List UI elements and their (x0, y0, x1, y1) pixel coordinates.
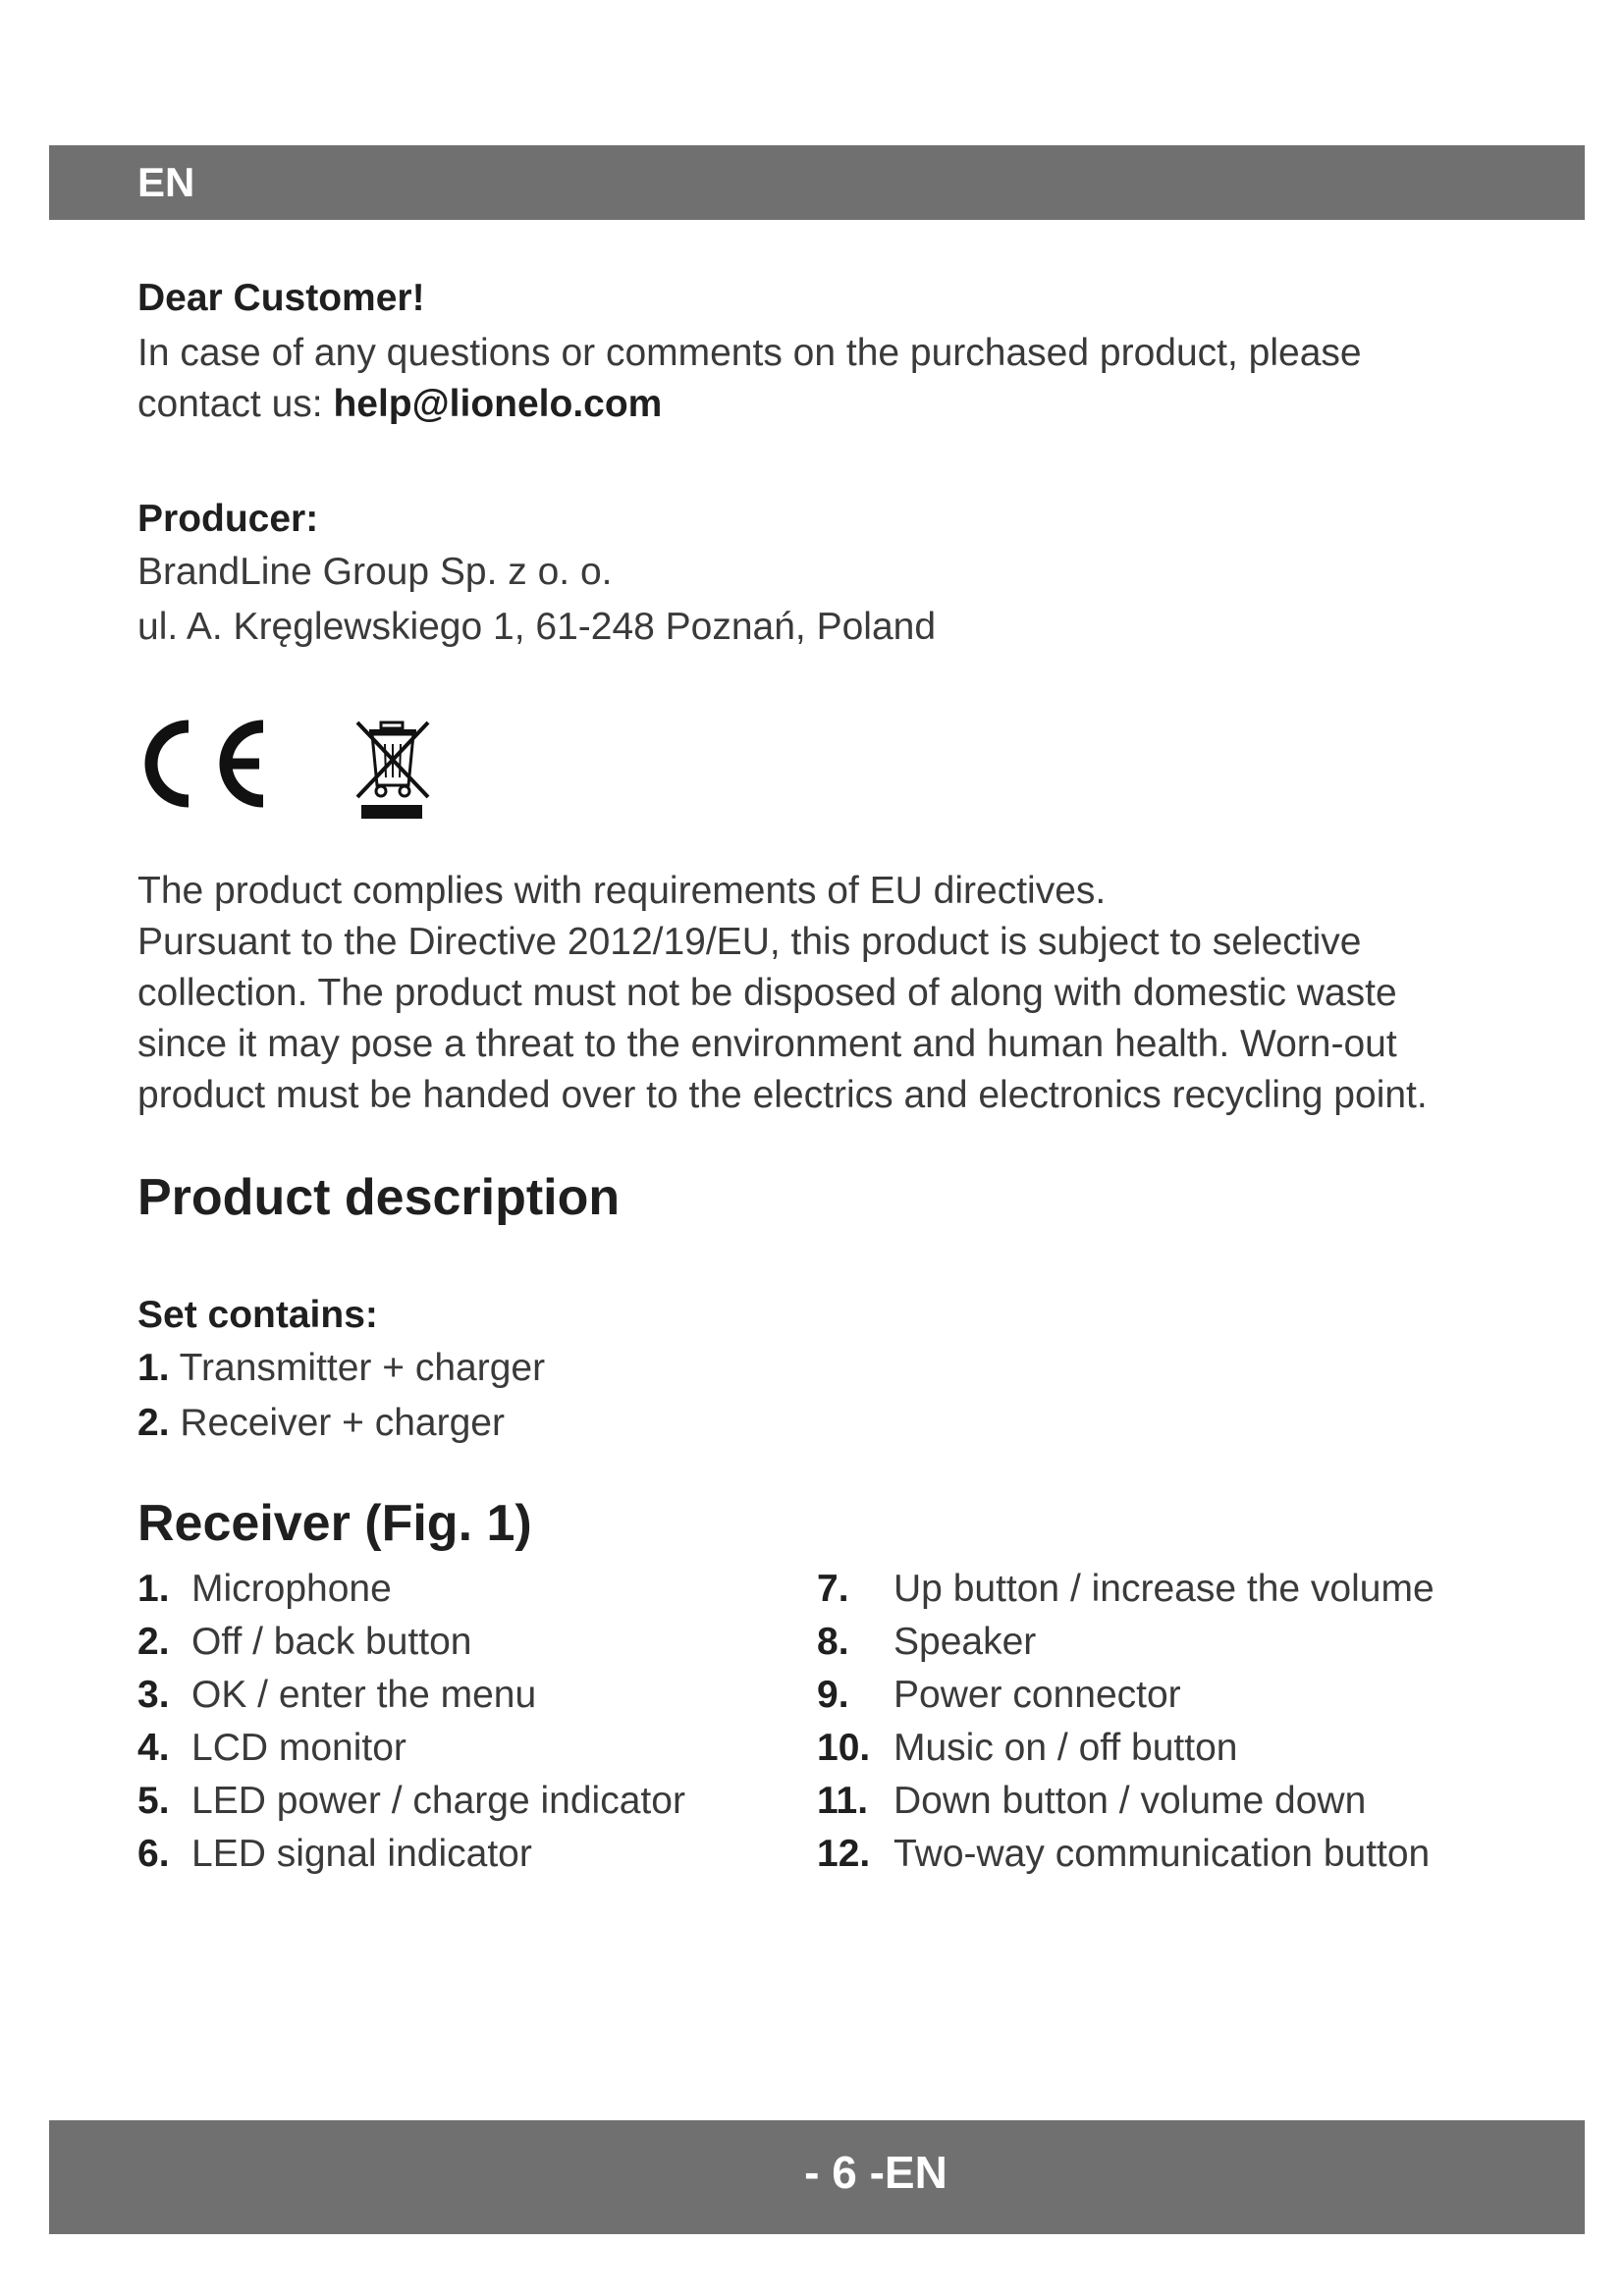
support-email: help@lionelo.com (333, 383, 663, 425)
item-number: 6. (137, 1833, 170, 1875)
language-label: EN (137, 159, 195, 205)
certification-marks (137, 715, 436, 823)
item-text: Speaker (893, 1621, 1037, 1663)
producer-section (137, 494, 1532, 653)
producer-company: BrandLine Group Sp. z o. o. (137, 551, 613, 593)
producer-address: ul. A. Kręglewskiego 1, 61-248 Poznań, Poland (137, 606, 937, 648)
list-item (137, 1669, 785, 1722)
receiver-parts-left (137, 1563, 785, 1881)
item-number: 5. (137, 1780, 170, 1822)
greeting-title: Dear Customer! (137, 277, 425, 319)
item-text: Music on / off button (893, 1727, 1238, 1769)
section-heading: Product description (137, 1169, 621, 1226)
item-number: 8. (817, 1621, 849, 1663)
page-number: - 6 -EN (804, 2147, 947, 2198)
item-number: 2. (137, 1621, 170, 1663)
item-text: LCD monitor (191, 1727, 406, 1769)
item-text: Two-way communication button (893, 1833, 1431, 1875)
list-item (137, 1616, 785, 1669)
item-number: 1. (137, 1347, 170, 1389)
item-text: Power connector (893, 1674, 1181, 1716)
compliance-line: Pursuant to the Directive 2012/19/EU, this product is subject to selective (137, 921, 1362, 963)
item-number: 4. (137, 1727, 170, 1769)
producer-label: Producer: (137, 498, 319, 540)
set-contains-label: Set contains: (137, 1294, 378, 1336)
list-item (137, 1563, 785, 1616)
item-number: 7. (817, 1568, 849, 1610)
item-text: Microphone (191, 1568, 392, 1610)
greeting-section (137, 273, 1532, 430)
greeting-contact-prefix: contact us: (137, 383, 323, 425)
list-item (817, 1828, 1524, 1881)
item-number: 2. (137, 1402, 170, 1444)
compliance-line: collection. The product must not be disposed of along with domestic waste (137, 972, 1397, 1014)
item-text: LED power / charge indicator (191, 1780, 685, 1822)
receiver-heading (137, 1494, 1532, 1553)
section-heading: Receiver (Fig. 1) (137, 1495, 532, 1552)
compliance-section (137, 866, 1532, 1121)
item-number: 11. (817, 1780, 869, 1822)
list-item (817, 1722, 1524, 1775)
item-number: 3. (137, 1674, 170, 1716)
compliance-line: product must be handed over to the electrics and electronics recycling point. (137, 1074, 1428, 1116)
item-number: 12. (817, 1833, 871, 1875)
list-item (137, 1722, 785, 1775)
item-text: Off / back button (191, 1621, 472, 1663)
weee-bin-icon (348, 715, 436, 823)
item-text: Transmitter + charger (179, 1347, 546, 1389)
compliance-line: The product complies with requirements of EU directives. (137, 870, 1107, 912)
list-item (137, 1343, 1532, 1394)
list-item (817, 1775, 1524, 1828)
greeting-line-1: In case of any questions or comments on the purchased product, please (137, 332, 1362, 374)
list-item (137, 1398, 1532, 1449)
item-text: OK / enter the menu (191, 1674, 537, 1716)
item-number: 9. (817, 1674, 849, 1716)
product-description-heading (137, 1168, 1532, 1227)
list-item (817, 1563, 1524, 1616)
item-text: Receiver + charger (180, 1402, 505, 1444)
receiver-parts-right (817, 1563, 1524, 1881)
header-bar (49, 145, 1585, 220)
set-contents-section (137, 1290, 1532, 1449)
item-text: Down button / volume down (893, 1780, 1367, 1822)
list-item (137, 1828, 785, 1881)
greeting-line-2 (137, 379, 1532, 430)
item-text: Up button / increase the volume (893, 1568, 1435, 1610)
list-item (137, 1775, 785, 1828)
list-item (817, 1616, 1524, 1669)
list-item (817, 1669, 1524, 1722)
compliance-line: since it may pose a threat to the environment and human health. Worn-out (137, 1023, 1397, 1065)
ce-mark-icon (137, 715, 275, 813)
item-number: 1. (137, 1568, 170, 1610)
footer-bar (49, 2120, 1585, 2234)
item-number: 10. (817, 1727, 871, 1769)
item-text: LED signal indicator (191, 1833, 532, 1875)
